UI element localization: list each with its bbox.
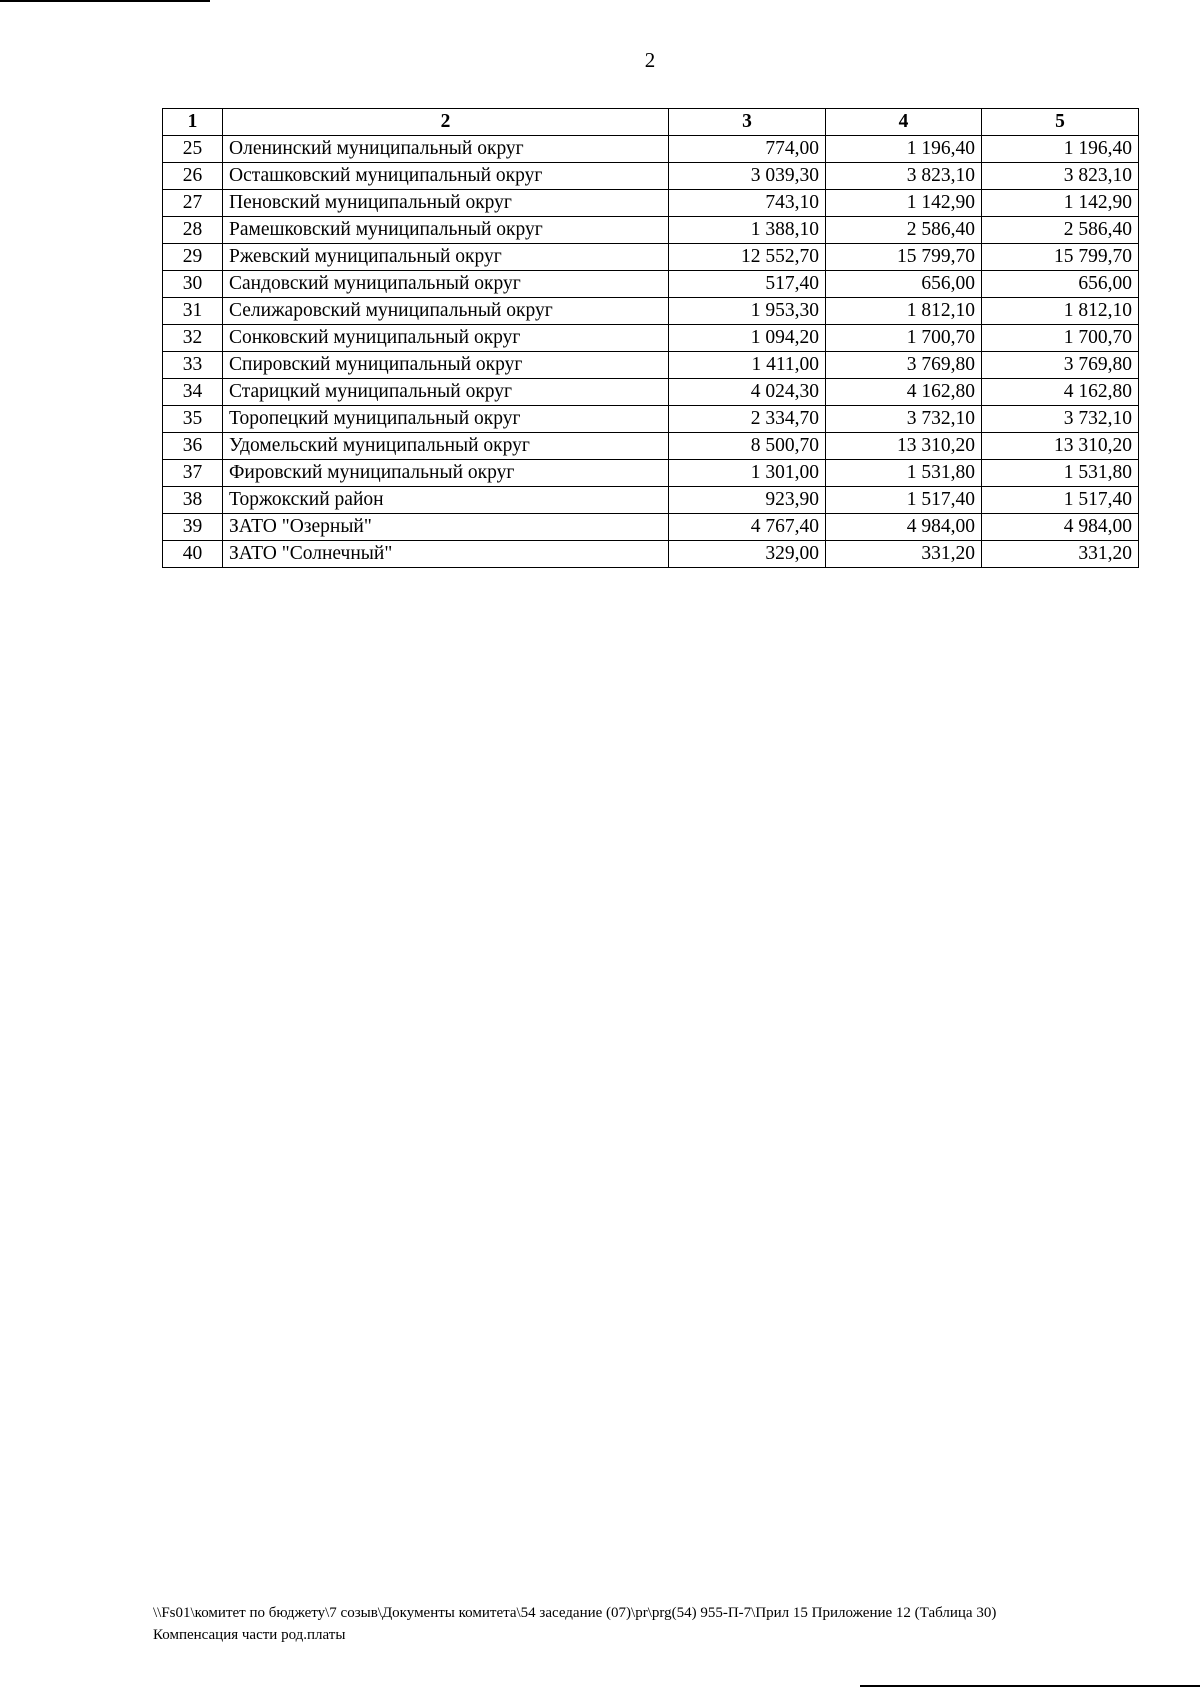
- table-row: [163, 190, 1139, 217]
- value-col-4: 2 586,40: [826, 217, 982, 244]
- municipality-name: Торжокский район: [223, 487, 669, 514]
- row-number: 27: [163, 190, 223, 217]
- value-col-5: 1 142,90: [982, 190, 1139, 217]
- row-number: 39: [163, 514, 223, 541]
- value-col-5: 1 531,80: [982, 460, 1139, 487]
- value-col-3: 774,00: [669, 136, 826, 163]
- table-row: [163, 244, 1139, 271]
- row-number: 30: [163, 271, 223, 298]
- value-col-3: 12 552,70: [669, 244, 826, 271]
- value-col-3: 3 039,30: [669, 163, 826, 190]
- row-number: 33: [163, 352, 223, 379]
- table-row: [163, 406, 1139, 433]
- value-col-3: 329,00: [669, 541, 826, 568]
- footer-file-path: \\Fs01\комитет по бюджету\7 созыв\Документы комитета\54 заседание (07)\pr\prg(54) 955-П-7\Прил 15 Приложение 12 (Таблица 30): [153, 1605, 997, 1621]
- table-body: [163, 136, 1139, 568]
- value-col-5: 331,20: [982, 541, 1139, 568]
- municipality-name: Спировский муниципальный округ: [223, 352, 669, 379]
- value-col-5: 1 196,40: [982, 136, 1139, 163]
- value-col-3: 923,90: [669, 487, 826, 514]
- value-col-4: 15 799,70: [826, 244, 982, 271]
- value-col-5: 1 700,70: [982, 325, 1139, 352]
- value-col-5: 15 799,70: [982, 244, 1139, 271]
- row-number: 25: [163, 136, 223, 163]
- value-col-4: 1 531,80: [826, 460, 982, 487]
- table-row: [163, 136, 1139, 163]
- table-row: [163, 379, 1139, 406]
- table-row: [163, 541, 1139, 568]
- value-col-4: 4 162,80: [826, 379, 982, 406]
- municipality-name: Торопецкий муниципальный округ: [223, 406, 669, 433]
- municipality-name: Рамешковский муниципальный округ: [223, 217, 669, 244]
- row-number: 36: [163, 433, 223, 460]
- value-col-4: 1 812,10: [826, 298, 982, 325]
- value-col-4: 1 700,70: [826, 325, 982, 352]
- row-number: 32: [163, 325, 223, 352]
- municipality-name: Пеновский муниципальный округ: [223, 190, 669, 217]
- value-col-3: 4 767,40: [669, 514, 826, 541]
- value-col-5: 1 812,10: [982, 298, 1139, 325]
- row-number: 37: [163, 460, 223, 487]
- value-col-5: 13 310,20: [982, 433, 1139, 460]
- row-number: 38: [163, 487, 223, 514]
- value-col-5: 4 162,80: [982, 379, 1139, 406]
- col-header-2: 2: [223, 109, 669, 136]
- table-row: [163, 325, 1139, 352]
- value-col-4: 1 196,40: [826, 136, 982, 163]
- row-number: 35: [163, 406, 223, 433]
- municipality-name: Старицкий муниципальный округ: [223, 379, 669, 406]
- value-col-4: 1 142,90: [826, 190, 982, 217]
- footer-subtitle: Компенсация части род.платы: [153, 1627, 346, 1643]
- value-col-4: 656,00: [826, 271, 982, 298]
- value-col-5: 3 769,80: [982, 352, 1139, 379]
- value-col-4: 13 310,20: [826, 433, 982, 460]
- value-col-4: 3 769,80: [826, 352, 982, 379]
- value-col-4: 3 823,10: [826, 163, 982, 190]
- municipality-name: Сандовский муниципальный округ: [223, 271, 669, 298]
- value-col-3: 1 953,30: [669, 298, 826, 325]
- row-number: 34: [163, 379, 223, 406]
- municipality-name: Ржевский муниципальный округ: [223, 244, 669, 271]
- table-row: [163, 163, 1139, 190]
- row-number: 28: [163, 217, 223, 244]
- municipality-name: ЗАТО "Озерный": [223, 514, 669, 541]
- table-row: [163, 217, 1139, 244]
- row-number: 29: [163, 244, 223, 271]
- footer: [153, 1602, 996, 1646]
- row-number: 31: [163, 298, 223, 325]
- value-col-5: 656,00: [982, 271, 1139, 298]
- table-row: [163, 514, 1139, 541]
- col-header-4: 4: [826, 109, 982, 136]
- table-row: [163, 487, 1139, 514]
- budget-table: [162, 108, 1139, 568]
- municipality-name: ЗАТО "Солнечный": [223, 541, 669, 568]
- value-col-5: 2 586,40: [982, 217, 1139, 244]
- value-col-3: 1 301,00: [669, 460, 826, 487]
- value-col-3: 743,10: [669, 190, 826, 217]
- value-col-3: 1 094,20: [669, 325, 826, 352]
- municipality-name: Фировский муниципальный округ: [223, 460, 669, 487]
- table-row: [163, 352, 1139, 379]
- value-col-3: 517,40: [669, 271, 826, 298]
- col-header-1: 1: [163, 109, 223, 136]
- value-col-4: 3 732,10: [826, 406, 982, 433]
- municipality-name: Осташковский муниципальный округ: [223, 163, 669, 190]
- row-number: 40: [163, 541, 223, 568]
- municipality-name: Удомельский муниципальный округ: [223, 433, 669, 460]
- value-col-4: 331,20: [826, 541, 982, 568]
- table-row: [163, 298, 1139, 325]
- col-header-3: 3: [669, 109, 826, 136]
- municipality-name: Сонковский муниципальный округ: [223, 325, 669, 352]
- page-number: 2: [644, 48, 656, 72]
- scan-edge-line-top: [0, 0, 210, 2]
- value-col-5: 3 732,10: [982, 406, 1139, 433]
- value-col-3: 8 500,70: [669, 433, 826, 460]
- value-col-5: 1 517,40: [982, 487, 1139, 514]
- value-col-3: 2 334,70: [669, 406, 826, 433]
- value-col-5: 4 984,00: [982, 514, 1139, 541]
- value-col-3: 1 411,00: [669, 352, 826, 379]
- value-col-4: 4 984,00: [826, 514, 982, 541]
- row-number: 26: [163, 163, 223, 190]
- value-col-3: 4 024,30: [669, 379, 826, 406]
- value-col-5: 3 823,10: [982, 163, 1139, 190]
- municipality-name: Оленинский муниципальный округ: [223, 136, 669, 163]
- value-col-4: 1 517,40: [826, 487, 982, 514]
- municipality-name: Селижаровский муниципальный округ: [223, 298, 669, 325]
- table-header: [163, 109, 1139, 136]
- table-row: [163, 433, 1139, 460]
- header-row: [163, 109, 1139, 136]
- table-row: [163, 271, 1139, 298]
- col-header-5: 5: [982, 109, 1139, 136]
- value-col-3: 1 388,10: [669, 217, 826, 244]
- table-row: [163, 460, 1139, 487]
